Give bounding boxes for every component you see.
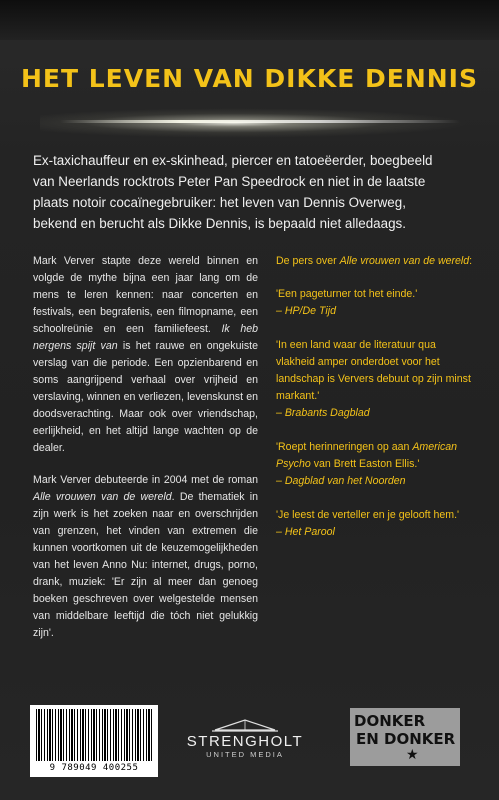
quote-text: 'In een land waar de literatuur qua vlakheid amper onderdoet voor het landschap is Ververs debuut op zijn minst markant.' xyxy=(276,339,471,402)
press-quotes-column xyxy=(276,253,476,558)
quote-text: 'Je leest de verteller en je gelooft hem.' xyxy=(276,509,460,521)
press-intro-end: : xyxy=(469,255,473,267)
quote-source: – Dagblad van het Noorden xyxy=(276,475,406,487)
quote-source: – Brabants Dagblad xyxy=(276,407,370,419)
book-title-italic: Alle vrouwen van de wereld xyxy=(33,491,172,503)
quote-italic-title: American Psycho xyxy=(276,441,458,470)
quote-text: 'Een pageturner tot het einde.' xyxy=(276,288,418,300)
isbn-digits: 9 789049 400255 xyxy=(49,763,139,773)
press-quote xyxy=(276,286,476,320)
publisher-emblem-icon xyxy=(210,718,280,732)
description-paragraph xyxy=(33,253,258,457)
star-icon: ★ xyxy=(406,747,419,763)
barcode xyxy=(30,705,158,777)
press-quote xyxy=(276,337,476,422)
book-title-italic: Ik heb nergens spijt van xyxy=(33,323,259,352)
intro-line: bekend en berucht als Dikke Dennis, is bepaald niet alledaags. xyxy=(33,216,406,231)
publisher-name: STRENGHOLT xyxy=(186,733,304,750)
paragraph-text: Mark Verver stapte deze wereld binnen en volgde de mythe bijna een jaar lang om de mens te leren kennen: naar concerten en festivals, een begrafenis, een filmopname, een schoolreünie en een familiefeest. xyxy=(33,255,258,335)
imprint-line-1: DONKER xyxy=(354,712,426,730)
intro-line: Ex-taxichauffeur en ex-skinhead, piercer en tatoeëerder, boegbeeld xyxy=(33,153,433,168)
publisher-logo xyxy=(170,718,320,759)
paragraph-text: Mark Verver debuteerde in 2004 met de roman xyxy=(33,474,258,486)
intro-line: plaats notoir cocaïnegebruiker: het leven van Dennis Overweg, xyxy=(33,195,406,210)
paragraph-text: . De thematiek in zijn werk is het zoeken naar en overschrijden van grenzen, het vinden van extremen die kunnen voortkomen uit de keuzemogelijkheden van het leven Anno Nu: internet, drugs, porno, drank, muziek: 'Er zijn al meer dan genoeg boeken geschreven over welgestelde mensen van middelbare leeftijd die tóch niet gelukkig zijn'. xyxy=(33,491,258,639)
author-paragraph xyxy=(33,472,258,642)
intro-blurb xyxy=(33,150,473,234)
paragraph-text: is het rauwe en ongekuiste verslag van die periode. Een opzienbarend en soms aangrijpend verhaal over vrijheid en verslaving, winnen en verliezen, levenskunst en doodsverachting. Maar ook over vriendschap, eerlijkheid, en het altijd lange wachten op de dealer. xyxy=(33,340,258,454)
press-quote xyxy=(276,439,476,490)
light-streak-line xyxy=(60,120,460,123)
book-title: HET LEVEN VAN DIKKE DENNIS xyxy=(20,64,478,93)
press-intro-text: De pers over xyxy=(276,255,340,267)
top-shadow xyxy=(0,0,499,40)
press-quote xyxy=(276,507,476,541)
imprint-line-2: EN DONKER xyxy=(356,730,456,748)
press-intro-title: Alle vrouwen van de wereld xyxy=(339,255,470,267)
press-intro xyxy=(276,253,476,270)
barcode-bars xyxy=(36,709,152,761)
light-streak-glow xyxy=(40,108,470,138)
quote-source: – Het Parool xyxy=(276,526,335,538)
quote-text: 'Roept herinneringen op aan xyxy=(276,441,413,453)
quote-text: van Brett Easton Ellis.' xyxy=(310,458,420,470)
quote-source: – HP/De Tijd xyxy=(276,305,336,317)
publisher-subtitle: UNITED MEDIA xyxy=(206,750,284,759)
imprint-logo xyxy=(350,708,460,766)
description-column xyxy=(33,253,258,657)
intro-line: van Neerlands rocktrots Peter Pan Speedrock en niet in de laatste xyxy=(33,174,426,189)
